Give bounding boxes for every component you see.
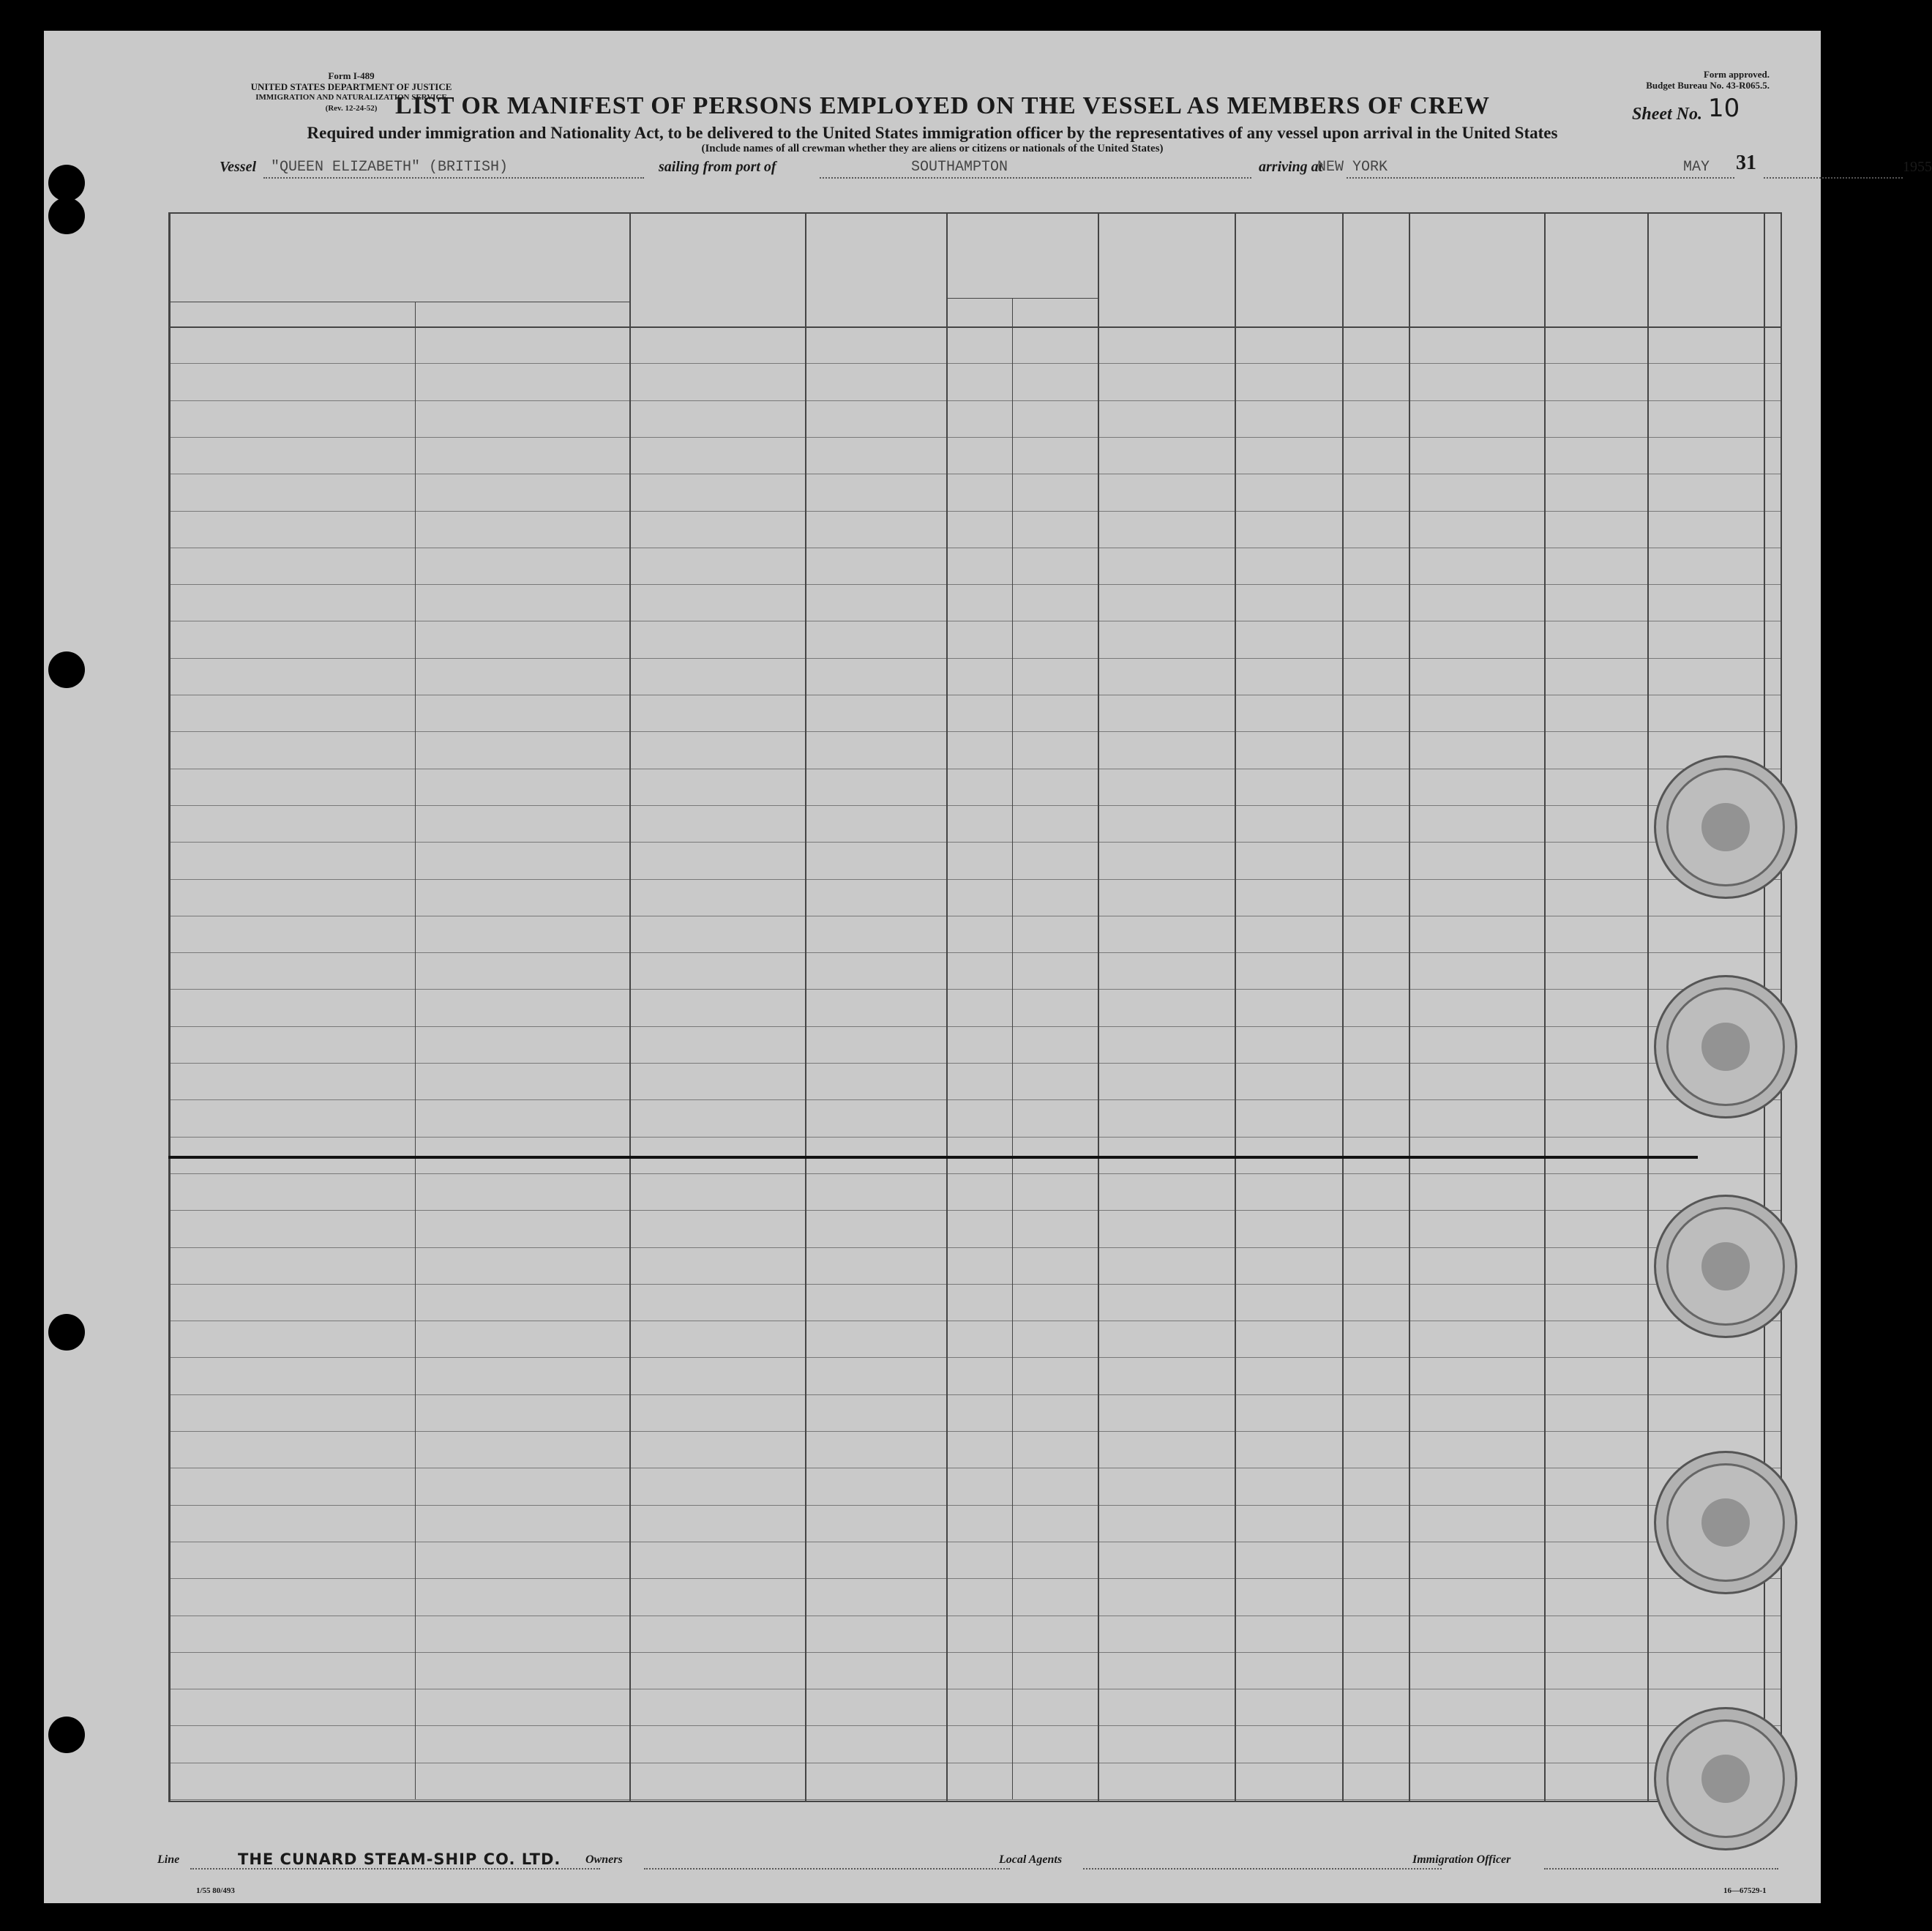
country [1215,1624,1303,1645]
country [1215,667,1303,687]
country [1215,1293,1303,1313]
service-length [684,1219,750,1239]
row-rule [168,1063,1781,1064]
arrival-day: 31 [1736,152,1756,174]
country [1215,1219,1303,1239]
punch-hole [48,1717,85,1753]
country [1215,1256,1303,1277]
service-length [684,372,750,392]
country [1215,1661,1303,1681]
row-rule [168,1725,1781,1726]
list-number [179,961,223,982]
form-code: 16—67529-1 [1723,1886,1767,1895]
shipped-split-rule [1012,298,1013,1799]
list-number [179,1403,223,1424]
service-length [684,961,750,982]
list-number [179,1476,223,1497]
service-length [684,1293,750,1313]
list-number [179,925,223,945]
list-number [179,520,223,540]
country [1215,409,1303,430]
column-rule [168,212,171,1801]
service-length [684,1329,750,1350]
officer-dotted-line [1544,1868,1778,1870]
country [1215,1697,1303,1718]
service-length [684,1550,750,1571]
immigration-seal [1654,975,1797,1118]
column-rule [629,212,631,1801]
list-number [179,1514,223,1534]
list-number [179,1440,223,1460]
immigration-seal [1654,755,1797,899]
table-bottom-rule [168,1801,1781,1802]
list-number [179,556,223,577]
service-length [684,1440,750,1460]
steamship-line: THE CUNARD STEAM-SHIP CO. LTD. [238,1850,561,1868]
service-length [684,1734,750,1755]
service-length [684,888,750,908]
table-top-rule [168,212,1781,214]
service-length [684,593,750,613]
service-length [684,1256,750,1277]
row-rule [168,511,1781,512]
service-length [684,409,750,430]
list-number [179,1219,223,1239]
list-number [179,888,223,908]
list-number [179,482,223,503]
punch-hole [48,651,85,688]
form-number: Form I-489 [328,70,375,81]
sheet-label: Sheet No. [1632,105,1702,124]
row-rule [168,1799,1781,1800]
list-number [179,1771,223,1792]
service-length [684,1661,750,1681]
department-name: UNITED STATES DEPARTMENT OF JUSTICE [250,81,452,92]
list-number [179,335,223,356]
country [1215,1514,1303,1534]
row-rule [168,879,1781,880]
service-length [684,814,750,834]
departure-port: SOUTHAMPTON [911,159,1008,176]
shipped-subheader-rule [946,298,1098,299]
list-number [179,1587,223,1607]
line-label: Line [157,1853,180,1866]
column-rule [1647,212,1649,1801]
immigration-officer-label: Immigration Officer [1412,1853,1511,1866]
country [1215,998,1303,1018]
country [1215,888,1303,908]
arrival-port: NEW YORK [1317,159,1388,176]
sheet-number: 10 [1708,94,1740,123]
list-number [179,851,223,871]
row-rule [168,1173,1781,1174]
list-number [179,1329,223,1350]
line-dotted-line [190,1868,600,1870]
row-rule [168,1099,1781,1100]
print-code: 1/55 80/493 [196,1886,235,1895]
service-length [684,482,750,503]
service-length [684,1182,750,1203]
country [1215,851,1303,871]
owners-label: Owners [585,1853,623,1866]
service-length [684,1366,750,1386]
row-rule [168,363,1781,364]
country [1215,1366,1303,1386]
row-rule [168,731,1781,732]
row-rule [168,952,1781,953]
row-rule [168,805,1781,806]
service-length [684,1624,750,1645]
form-title: LIST OR MANIFEST OF PERSONS EMPLOYED ON THE VESSEL AS MEMBERS OF CREW [395,92,1491,119]
service-length [684,1035,750,1056]
budget-bureau: Budget Bureau No. 43-R065.5. [1646,80,1770,91]
arrival-year: 1955 [1903,159,1932,175]
list-number [179,777,223,798]
list-number [179,1108,223,1129]
country [1215,520,1303,540]
list-number [179,372,223,392]
vessel-label: Vessel [220,159,256,175]
row-rule [168,1357,1781,1358]
punch-hole [48,165,85,201]
service-length [684,1072,750,1092]
country [1215,556,1303,577]
form-approved: Form approved. [1703,69,1770,80]
sailing-label: sailing from port of [659,159,776,175]
country [1215,1587,1303,1607]
service-length [684,925,750,945]
row-rule [168,1394,1781,1395]
revision: (Rev. 12-24-52) [325,104,378,113]
arrival-month: MAY [1683,159,1710,176]
service-length [684,667,750,687]
list-number [179,998,223,1018]
service-length [684,851,750,871]
list-number [179,1550,223,1571]
row-rule [168,1652,1781,1653]
country [1215,1108,1303,1129]
row-rule [168,1026,1781,1027]
immigration-seal [1654,1195,1797,1338]
country [1215,1550,1303,1571]
country [1215,1440,1303,1460]
name-split-rule [415,302,416,1799]
country [1215,482,1303,503]
row-rule [168,989,1781,990]
crew-table [44,31,1821,1903]
immigration-seal [1654,1451,1797,1594]
service-length [684,1108,750,1129]
strike-line [168,1156,1698,1159]
list-number [179,593,223,613]
service-length [684,740,750,761]
service-length [684,1403,750,1424]
country [1215,335,1303,356]
column-rule [1409,212,1410,1801]
column-rule [805,212,806,1801]
list-number [179,667,223,687]
list-number [179,703,223,724]
list-number [179,1035,223,1056]
owners-dotted-line [644,1868,1010,1870]
column-rule [1342,212,1344,1801]
country [1215,372,1303,392]
service-length [684,1476,750,1497]
punch-hole [48,1314,85,1351]
service-length [684,998,750,1018]
service-length [684,1587,750,1607]
manifest-sheet [44,31,1932,1903]
list-number [179,1256,223,1277]
local-agents-label: Local Agents [999,1853,1063,1866]
service-length [684,630,750,650]
country [1215,740,1303,761]
service-length [684,556,750,577]
list-number [179,446,223,466]
country [1215,1035,1303,1056]
row-rule [168,584,1781,585]
service-length [684,446,750,466]
row-rule [168,1578,1781,1579]
service-length [684,1771,750,1792]
agents-dotted-line [1083,1868,1442,1870]
list-number [179,630,223,650]
list-number [179,1624,223,1645]
country [1215,1072,1303,1092]
column-rule [946,212,948,1801]
row-rule [168,400,1781,401]
row-rule [168,1247,1781,1248]
row-rule [168,1210,1781,1211]
list-number [179,1697,223,1718]
row-rule [168,1505,1781,1506]
country [1215,630,1303,650]
header-bottom-rule [168,326,1781,328]
service-length [684,520,750,540]
service-length [684,777,750,798]
country [1215,593,1303,613]
country [1215,1403,1303,1424]
row-rule [168,842,1781,843]
punch-hole [48,198,85,234]
vessel-name: "QUEEN ELIZABETH" (BRITISH) [271,159,509,176]
list-number [179,1182,223,1203]
service-length [684,1514,750,1534]
row-rule [168,658,1781,659]
list-number [179,409,223,430]
form-note: (Include names of all crewman whether they are aliens or citizens or nationals of the United States) [701,143,1164,154]
form-subtitle: Required under immigration and Nationality Act, to be delivered to the United States immigration officer by the representatives of any vessel upon arrival in the United States [307,124,1558,142]
row-rule [168,1137,1781,1138]
list-number [179,1661,223,1681]
country [1215,925,1303,945]
list-number [179,1293,223,1313]
row-rule [168,1431,1781,1432]
country [1215,1771,1303,1792]
list-number [179,740,223,761]
list-number [179,1072,223,1092]
immigration-seal [1654,1707,1797,1850]
service-length [684,703,750,724]
column-rule [1544,212,1546,1801]
row-rule [168,1284,1781,1285]
arriving-label: arriving at [1259,159,1323,175]
service-name: IMMIGRATION AND NATURALIZATION SERVICE [255,93,447,102]
service-length [684,1697,750,1718]
list-number [179,1366,223,1386]
country [1215,446,1303,466]
country [1215,703,1303,724]
country [1215,1329,1303,1350]
service-length [684,335,750,356]
row-rule [168,437,1781,438]
column-rule [1098,212,1099,1801]
